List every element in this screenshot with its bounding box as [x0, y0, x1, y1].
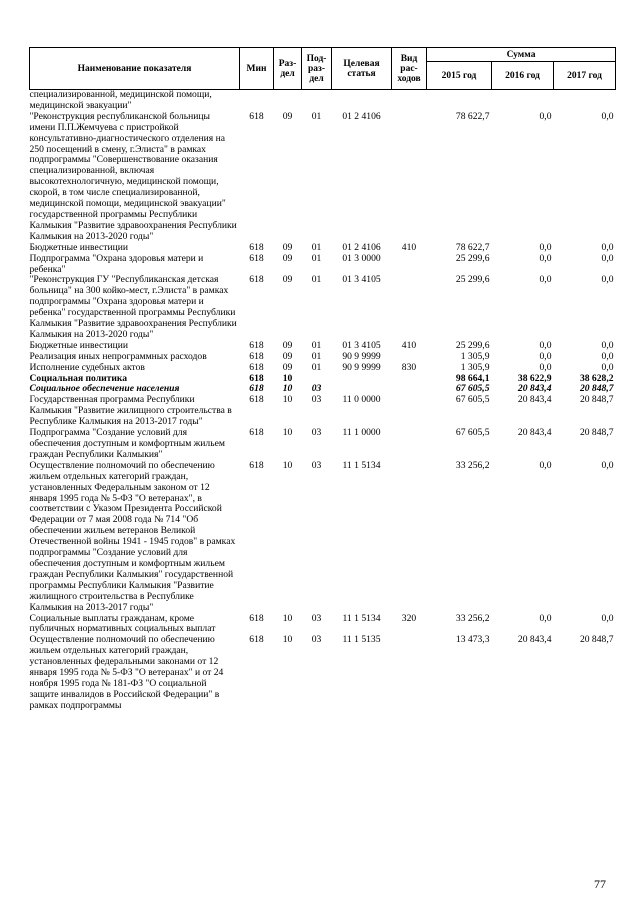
- row-statya: 90 9 9999: [342, 361, 381, 373]
- row-name: Государственная программа Республики Калмыкия "Развитие жилищного строительства в Республике Калмыкия на 2013-2017 годы": [29, 394, 232, 428]
- row-razdel: 10: [282, 383, 293, 395]
- row-2015: 78 622,7: [455, 241, 490, 253]
- row-2016: 0,0: [539, 459, 552, 471]
- row-name: Социальное обеспечение населения: [29, 383, 180, 395]
- row-2016: 0,0: [539, 361, 552, 373]
- row-name: Подпрограмма "Охрана здоровья матери и ребенка": [29, 252, 204, 275]
- row-2016: 20 843,4: [517, 427, 552, 439]
- row-2015: 1 305,9: [460, 361, 490, 373]
- row-razdel: 09: [282, 252, 293, 264]
- row-2017: 38 628,2: [579, 372, 614, 384]
- row-vid: 830: [401, 361, 417, 373]
- row-statya: 01 3 4105: [342, 274, 381, 286]
- row-vid: [392, 384, 427, 395]
- row-2017: 0,0: [601, 339, 614, 351]
- row-podrazdel: 03: [311, 612, 322, 624]
- row-name: Бюджетные инвестиции: [29, 339, 128, 351]
- row-min: 618: [249, 241, 264, 253]
- row-name: специализированной, медицинской помощи, медицинской эвакуации": [29, 89, 212, 111]
- row-vid: [392, 461, 427, 614]
- row-2017: 0,0: [601, 110, 614, 122]
- row-razdel: [274, 90, 302, 112]
- row-min: 618: [249, 110, 264, 122]
- table-body: [30, 90, 616, 712]
- row-statya: 01 2 4106: [342, 241, 381, 253]
- row-2017: 0,0: [601, 361, 614, 373]
- row-vid: [392, 395, 427, 428]
- table-row: [30, 395, 616, 428]
- col-summa-header: Сумма: [427, 48, 616, 62]
- row-statya: 01 2 4106: [342, 110, 381, 122]
- col-min-header: Мин: [240, 48, 274, 90]
- row-podrazdel: [302, 90, 332, 112]
- table-row: [30, 254, 616, 276]
- col-razdel-header: Раз- дел: [274, 48, 302, 90]
- row-2017: 0,0: [601, 241, 614, 253]
- row-podrazdel: 03: [311, 427, 322, 439]
- table-row: [30, 363, 616, 374]
- row-2016: [492, 90, 554, 112]
- row-vid: [392, 90, 427, 112]
- row-razdel: 10: [282, 634, 293, 646]
- row-podrazdel: 03: [311, 459, 322, 471]
- row-razdel: 10: [282, 394, 293, 406]
- row-name: Осуществление полномочий по обеспечению жильем отдельных категорий граждан, установленных Федеральным законом от 12 января 1995 года № 5-ФЗ "О ветеранах", в соответствии с Указом Президента Российской Федерации от 7 мая 2008 года № 714 "Об обеспечении жильем ветеранов Великой Отечественной войны 1941 - 1945 годов" в рамках подпрограммы "Создание условий для обеспечения доступным и комфортным жильем граждан Республики Калмыкия" государственной программы Республики Калмыкия "Развитие жилищного строительства в Республике Калмыкия на 2013-2017 годы": [29, 459, 236, 613]
- row-vid: 320: [401, 612, 417, 624]
- row-statya: 01 3 4105: [342, 339, 381, 351]
- row-podrazdel: 01: [311, 361, 322, 373]
- col-statya-header: Целевая статья: [332, 48, 392, 90]
- row-2015: 25 299,6: [455, 274, 490, 286]
- row-podrazdel: 01: [311, 110, 322, 122]
- row-statya: 11 1 0000: [342, 427, 381, 439]
- row-2016: 0,0: [539, 339, 552, 351]
- row-min: 618: [249, 361, 264, 373]
- row-min: 618: [249, 350, 264, 362]
- row-name: Подпрограмма "Создание условий для обеспечения доступным и комфортным жильем граждан Республики Калмыкия": [29, 427, 225, 460]
- row-min: 618: [249, 383, 264, 395]
- row-2015: 25 299,6: [455, 252, 490, 264]
- row-podrazdel: 01: [311, 241, 322, 253]
- row-2016: 0,0: [539, 350, 552, 362]
- row-2015: 1 305,9: [460, 350, 490, 362]
- row-min: 618: [249, 372, 264, 384]
- row-name: "Реконструкция ГУ "Республиканская детская больница" на 300 койко-мест, г.Элиста" в рамках подпрограммы "Охрана здоровья матери и ребенка" государственной программы Республики Калмыкия "Развитие здравоохранения Республики Калмыкия на 2013-2020 годы": [29, 274, 237, 340]
- row-2015: 33 256,2: [455, 612, 490, 624]
- row-2017: 0,0: [601, 459, 614, 471]
- row-2017: 20 848,7: [579, 383, 614, 395]
- col-2015-header: 2015 год: [427, 62, 492, 90]
- col-podrazdel-header: Под- раз- дел: [302, 48, 332, 90]
- row-2017: 0,0: [601, 274, 614, 286]
- table-row: [30, 428, 616, 461]
- row-podrazdel: 03: [311, 383, 322, 395]
- row-2015: 13 473,3: [455, 634, 490, 646]
- row-statya: 11 1 5134: [342, 459, 381, 471]
- row-statya: 11 1 5135: [342, 634, 381, 646]
- row-name: Социальные выплаты гражданам, кроме публичных нормативных социальных выплат: [29, 612, 216, 635]
- row-min: 618: [249, 394, 264, 406]
- row-2015: 67 605,5: [455, 427, 490, 439]
- budget-table: [29, 47, 616, 712]
- row-vid: [392, 428, 427, 461]
- row-razdel: 09: [282, 274, 293, 286]
- row-vid: 410: [401, 339, 417, 351]
- col-2016-header: 2016 год: [492, 62, 554, 90]
- row-vid: [392, 254, 427, 276]
- row-2016: 0,0: [539, 612, 552, 624]
- row-min: 618: [249, 612, 264, 624]
- table-row: [30, 275, 616, 340]
- row-razdel: 10: [282, 372, 293, 384]
- row-min: [240, 90, 274, 112]
- row-2017: [554, 90, 616, 112]
- row-2017: 0,0: [601, 350, 614, 362]
- row-name: Социальная политика: [29, 372, 128, 384]
- row-2016: 38 622,9: [517, 372, 552, 384]
- row-statya: 11 0 0000: [342, 394, 381, 406]
- col-name-header: Наименование показателя: [30, 48, 240, 90]
- row-2015: 67 605,5: [455, 383, 490, 395]
- row-min: 618: [249, 459, 264, 471]
- row-2016: 20 843,4: [517, 394, 552, 406]
- table-row: [30, 90, 616, 112]
- row-razdel: 09: [282, 350, 293, 362]
- row-vid: [392, 112, 427, 243]
- col-2017-header: 2017 год: [554, 62, 616, 90]
- row-name: Исполнение судебных актов: [29, 361, 145, 373]
- row-razdel: 09: [282, 110, 293, 122]
- row-razdel: 10: [282, 427, 293, 439]
- table-row: [30, 614, 616, 636]
- row-2016: 20 843,4: [517, 634, 552, 646]
- row-podrazdel: 01: [311, 252, 322, 264]
- row-2016: 0,0: [539, 274, 552, 286]
- row-2015: 33 256,2: [455, 459, 490, 471]
- row-name: Осуществление полномочий по обеспечению жильем отдельных категорий граждан, установленных федеральными законами от 12 января 1995 года № 5-ФЗ "О ветеранах" и от 24 ноября 1995 года № 181-ФЗ "О социальной защите инвалидов в Российской Федерации" в рамках подпрограммы: [29, 634, 224, 711]
- row-2015: 67 605,5: [455, 394, 490, 406]
- row-podrazdel: 03: [311, 394, 322, 406]
- row-2016: 0,0: [539, 252, 552, 264]
- row-2015: 25 299,6: [455, 339, 490, 351]
- row-min: 618: [249, 339, 264, 351]
- row-vid: [392, 275, 427, 340]
- row-statya: [332, 90, 392, 112]
- table-row: [30, 243, 616, 254]
- row-2016: 20 843,4: [517, 383, 552, 395]
- row-vid: 410: [401, 241, 417, 253]
- row-vid: [392, 374, 427, 385]
- row-razdel: 09: [282, 339, 293, 351]
- row-name: Реализация иных непрограммных расходов: [29, 350, 207, 362]
- row-razdel: 09: [282, 241, 293, 253]
- row-min: 618: [249, 252, 264, 264]
- table-header: [30, 48, 616, 90]
- row-min: 618: [249, 274, 264, 286]
- row-2017: 0,0: [601, 252, 614, 264]
- row-2017: 20 848,7: [579, 394, 614, 406]
- row-razdel: 09: [282, 361, 293, 373]
- row-statya: 01 3 0000: [342, 252, 381, 264]
- row-statya: 90 9 9999: [342, 350, 381, 362]
- row-statya: [332, 374, 392, 385]
- row-razdel: 10: [282, 459, 293, 471]
- row-razdel: 10: [282, 612, 293, 624]
- page-number: 77: [594, 877, 606, 891]
- row-2015: [427, 90, 492, 112]
- row-podrazdel: 01: [311, 339, 322, 351]
- table-row: [30, 112, 616, 243]
- row-podrazdel: 03: [311, 634, 322, 646]
- row-podrazdel: 01: [311, 350, 322, 362]
- row-2017: 20 848,7: [579, 427, 614, 439]
- row-2015: 98 664,1: [455, 372, 490, 384]
- row-min: 618: [249, 427, 264, 439]
- row-statya: 11 1 5134: [342, 612, 381, 624]
- row-2015: 78 622,7: [455, 110, 490, 122]
- table-row: [30, 461, 616, 614]
- row-2017: 20 848,7: [579, 634, 614, 646]
- row-2016: 0,0: [539, 110, 552, 122]
- table-row: [30, 635, 616, 711]
- row-name: Бюджетные инвестиции: [29, 241, 128, 253]
- row-vid: [392, 635, 427, 711]
- row-min: 618: [249, 634, 264, 646]
- row-2017: 0,0: [601, 612, 614, 624]
- row-name: "Реконструкция республиканской больницы имени П.П.Жемчуева с пристройкой консультативно-диагностического отделения на 250 посещений в смену, г.Элиста" в рамках подпрограммы "Совершенствование оказания специализированной, включая высокотехнологичную, медицинской помощи, скорой, в том числе специализированной, медицинской помощи, медицинской эвакуации" государственной программы Республики Калмыкия "Развитие здравоохранения Республики Калмыкия на 2013-2020 годы": [29, 110, 237, 242]
- col-vid-header: Вид рас- ходов: [392, 48, 427, 90]
- row-podrazdel: 01: [311, 274, 322, 286]
- row-2016: 0,0: [539, 241, 552, 253]
